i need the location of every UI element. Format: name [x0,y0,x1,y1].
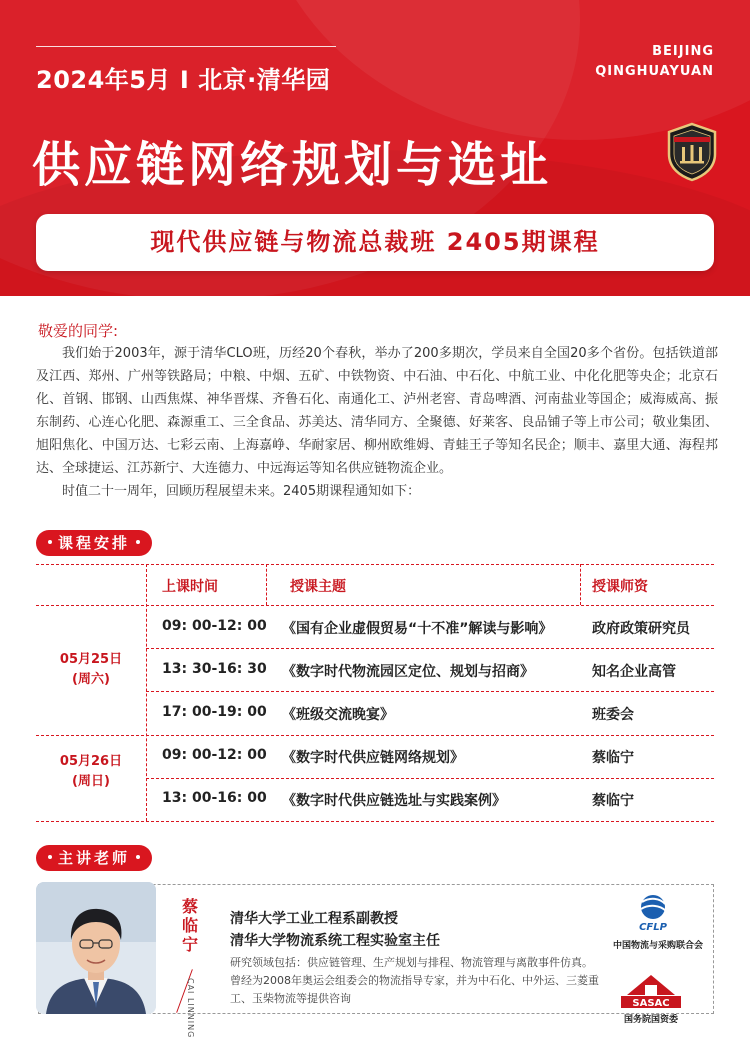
city-english [595,42,714,82]
day-weekday: (周日) [72,774,110,789]
teacher-description: 研究领域包括：供应链管理、生产规划与排程、物流管理与离散事件仿真。曾经为2008年奥运会组委会的物流指导专家，并为中石化、中外运、三菱重工、玉柴物流等提供咨询 [230,956,599,1005]
course-subtitle: 现代供应链与物流总裁班 2405期课程 [36,214,714,271]
dot-icon [136,855,140,859]
row-time: 09: 00-12: 00 [162,747,267,763]
dot-icon [136,540,140,544]
row-topic: 《数字时代物流园区定位、规划与招商》 [282,664,534,680]
table-border [36,821,714,822]
day-weekday: (周六) [72,672,110,687]
table-border [266,564,267,605]
schedule-label-text: 课程安排 [58,534,131,552]
header-topic: 授课主题 [290,579,346,595]
greeting: 敬爱的同学: [38,322,119,340]
schedule-section-label [36,530,152,556]
teacher-photo [36,882,156,1014]
name-char: 宁 [181,935,198,954]
cflp-logo-text: CFLP [639,922,667,933]
row-time: 13: 30-16: 30 [162,661,267,677]
intro-paragraph: 时值二十一周年，回顾历程展望未来。2405期课程通知如下： [62,484,421,499]
row-time: 09: 00-12: 00 [162,618,267,634]
day-label [36,650,146,690]
dot-icon [48,855,52,859]
sasac-logo-text: SASAC [632,998,670,1009]
cflp-caption: 中国物流与采购联合会 [612,941,703,951]
cflp-logo [620,893,686,933]
table-border [146,564,147,821]
city-en-line2: QINGHUAYUAN [595,64,714,79]
row-topic: 《国有企业虚假贸易“十不准”解读与影响》 [282,621,553,637]
row-teacher: 班委会 [592,707,634,723]
sasac-caption: 国务院国资委 [623,1015,678,1025]
table-border [36,735,714,736]
table-border [580,564,581,605]
row-topic: 《数字时代供应链选址与实践案例》 [282,793,506,809]
divider [36,46,336,47]
teacher-label-text: 主讲老师 [58,849,131,867]
shield-emblem-icon [666,122,718,182]
portrait-icon [36,882,156,1014]
page-title: 供应链网络规划与选址 [32,137,553,193]
teacher-name-cn [180,897,200,954]
event-date: 2024年5月 I 北京·清华园 [36,66,331,94]
header-banner [0,0,750,296]
table-border [36,564,714,565]
name-char: 蔡 [181,897,198,916]
sasac-logo [619,973,683,1009]
day-date: 05月26日 [59,754,123,769]
intro-paragraph: 我们始于2003年，源于清华CLO班，历经20个春秋，举办了200多期次，学员来自全国20多个省份。包括铁道部及江西、郑州、广州等铁路局；中粮、中烟、五矿、中铁物资、中石油、中石化、中航工业、中化化肥等央企；北京石化、首钢、邯钢、山西焦煤、神华晋煤、齐鲁石化、南通化工、泸州老窖、青岛啤酒、河南盐业等国企；威海威高、振东制药、心连心化肥、森源重工、三全食品、苏美达、清华同方、全聚德、好莱客、良品铺子等上市公司；敬业集团、旭阳焦化、中国万达、七彩云南、上海嘉峥、华耐家居、柳州欧维姆、青蛙王子等知名民企；顺丰、嘉里大通、海程邦达、全球捷运、江苏新宁、大连德力、中远海运等知名供应链物流企业。 [36,346,718,476]
table-border [146,691,714,692]
table-border [36,605,714,606]
row-teacher: 政府政策研究员 [592,621,690,637]
row-teacher: 蔡临宁 [592,750,634,766]
header-time: 上课时间 [162,579,218,595]
row-topic: 《班级交流晚宴》 [282,707,394,723]
row-time: 13: 00-16: 00 [162,790,267,806]
name-char: 临 [181,916,198,935]
teacher-name-en: CAI LINNING [186,978,195,1039]
header-teacher: 授课师资 [592,579,648,595]
row-time: 17: 00-19: 00 [162,704,267,720]
city-en-line1: BEIJING [652,44,714,59]
teacher-title-1: 清华大学工业工程系副教授 [230,911,398,927]
row-teacher: 蔡临宁 [592,793,634,809]
day-date: 05月25日 [59,652,123,667]
table-border [146,648,714,649]
day-label [36,752,146,792]
dot-icon [48,540,52,544]
intro-text [36,342,718,503]
row-topic: 《数字时代供应链网络规划》 [282,750,464,766]
teacher-title-2: 清华大学物流系统工程实验室主任 [230,933,440,949]
row-teacher: 知名企业高管 [592,664,676,680]
teacher-section-label [36,845,152,871]
table-border [146,778,714,779]
